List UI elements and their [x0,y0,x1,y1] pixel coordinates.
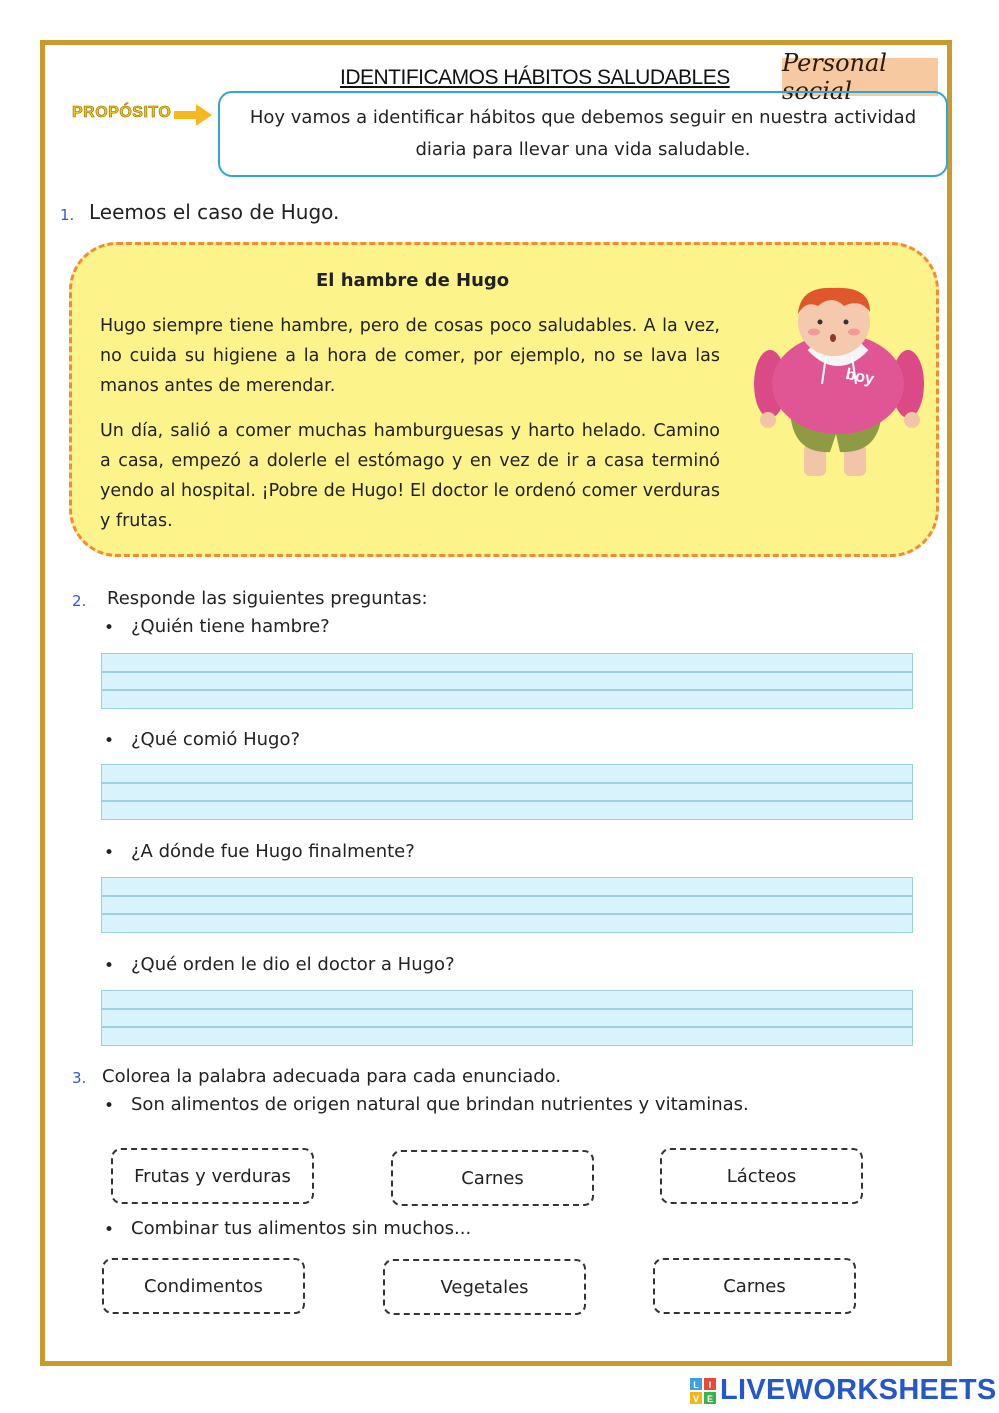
logo-letter: L [693,1379,699,1390]
answer-field-4[interactable] [101,990,913,1046]
option-vegetales[interactable]: Vegetales [383,1259,586,1315]
section-1-text: Leemos el caso de Hugo. [89,200,340,224]
bullet: • [104,1220,115,1240]
section-2-text: Responde las siguientes preguntas: [107,588,428,609]
bullet: • [104,731,115,751]
section-3-number: 3. [72,1069,87,1087]
logo-letter: I [708,1379,712,1390]
story-paragraph-2: Un día, salió a comer muchas hamburguesas y harto helado. Camino a casa, empezó a dolerle el estómago y en vez de ir a casa terminó yendo al hospital. ¡Pobre de Hugo! El doctor le ordenó comer verduras y frutas. [100,421,720,531]
section-3-text: Colorea la palabra adecuada para cada enunciado. [102,1066,562,1087]
bullet: • [104,1096,115,1116]
bullet: • [104,843,115,863]
bullet: • [104,618,115,638]
story-paragraph-1: Hugo siempre tiene hambre, pero de cosas poco saludables. A la vez, no cuida su higiene a la hora de comer, por ejemplo, no se lava las manos antes de merendar. [100,316,720,396]
answer-field-3[interactable] [101,877,913,933]
question-4: ¿Qué orden le dio el doctor a Hugo? [131,954,455,975]
bullet: • [104,956,115,976]
option-condimentos[interactable]: Condimentos [102,1258,305,1314]
section-1-number: 1. [60,206,75,224]
option-frutas-y-verduras[interactable]: Frutas y verduras [111,1148,314,1204]
answer-field-1[interactable] [101,653,913,709]
worksheet-title: IDENTIFICAMOS HÁBITOS SALUDABLES [340,66,730,89]
shirt-text: boy [844,365,876,389]
answer-field-2[interactable] [101,764,913,820]
option-carnes-2[interactable]: Carnes [653,1258,856,1314]
question-2: ¿Qué comió Hugo? [131,729,301,750]
logo-letter: V [692,1393,700,1404]
hugo-illustration [752,284,928,484]
option-carnes[interactable]: Carnes [391,1150,594,1206]
logo-letter: E [706,1393,714,1404]
story-title: El hambre de Hugo [316,270,510,291]
question-3: ¿A dónde fue Hugo finalmente? [131,841,415,862]
purpose-label: PROPÓSITO [72,104,172,121]
statement-2: Combinar tus alimentos sin muchos... [131,1218,472,1239]
footer-brand [690,1374,997,1407]
subject-label: Personal social [782,58,938,96]
arrow-right-icon [174,104,212,126]
purpose-box [218,91,948,177]
option-lacteos[interactable]: Lácteos [660,1148,863,1204]
section-2-number: 2. [72,592,87,610]
footer-brand-text[interactable]: LIVEWORKSHEETS [720,1374,997,1406]
statement-1: Son alimentos de origen natural que brindan nutrientes y vitaminas. [131,1094,749,1115]
purpose-text: Hoy vamos a identificar hábitos que debemos seguir en nuestra actividad diaria para llevar una vida saludable. [249,107,917,160]
liveworksheets-logo-icon [690,1378,716,1404]
question-1: ¿Quién tiene hambre? [131,616,330,637]
